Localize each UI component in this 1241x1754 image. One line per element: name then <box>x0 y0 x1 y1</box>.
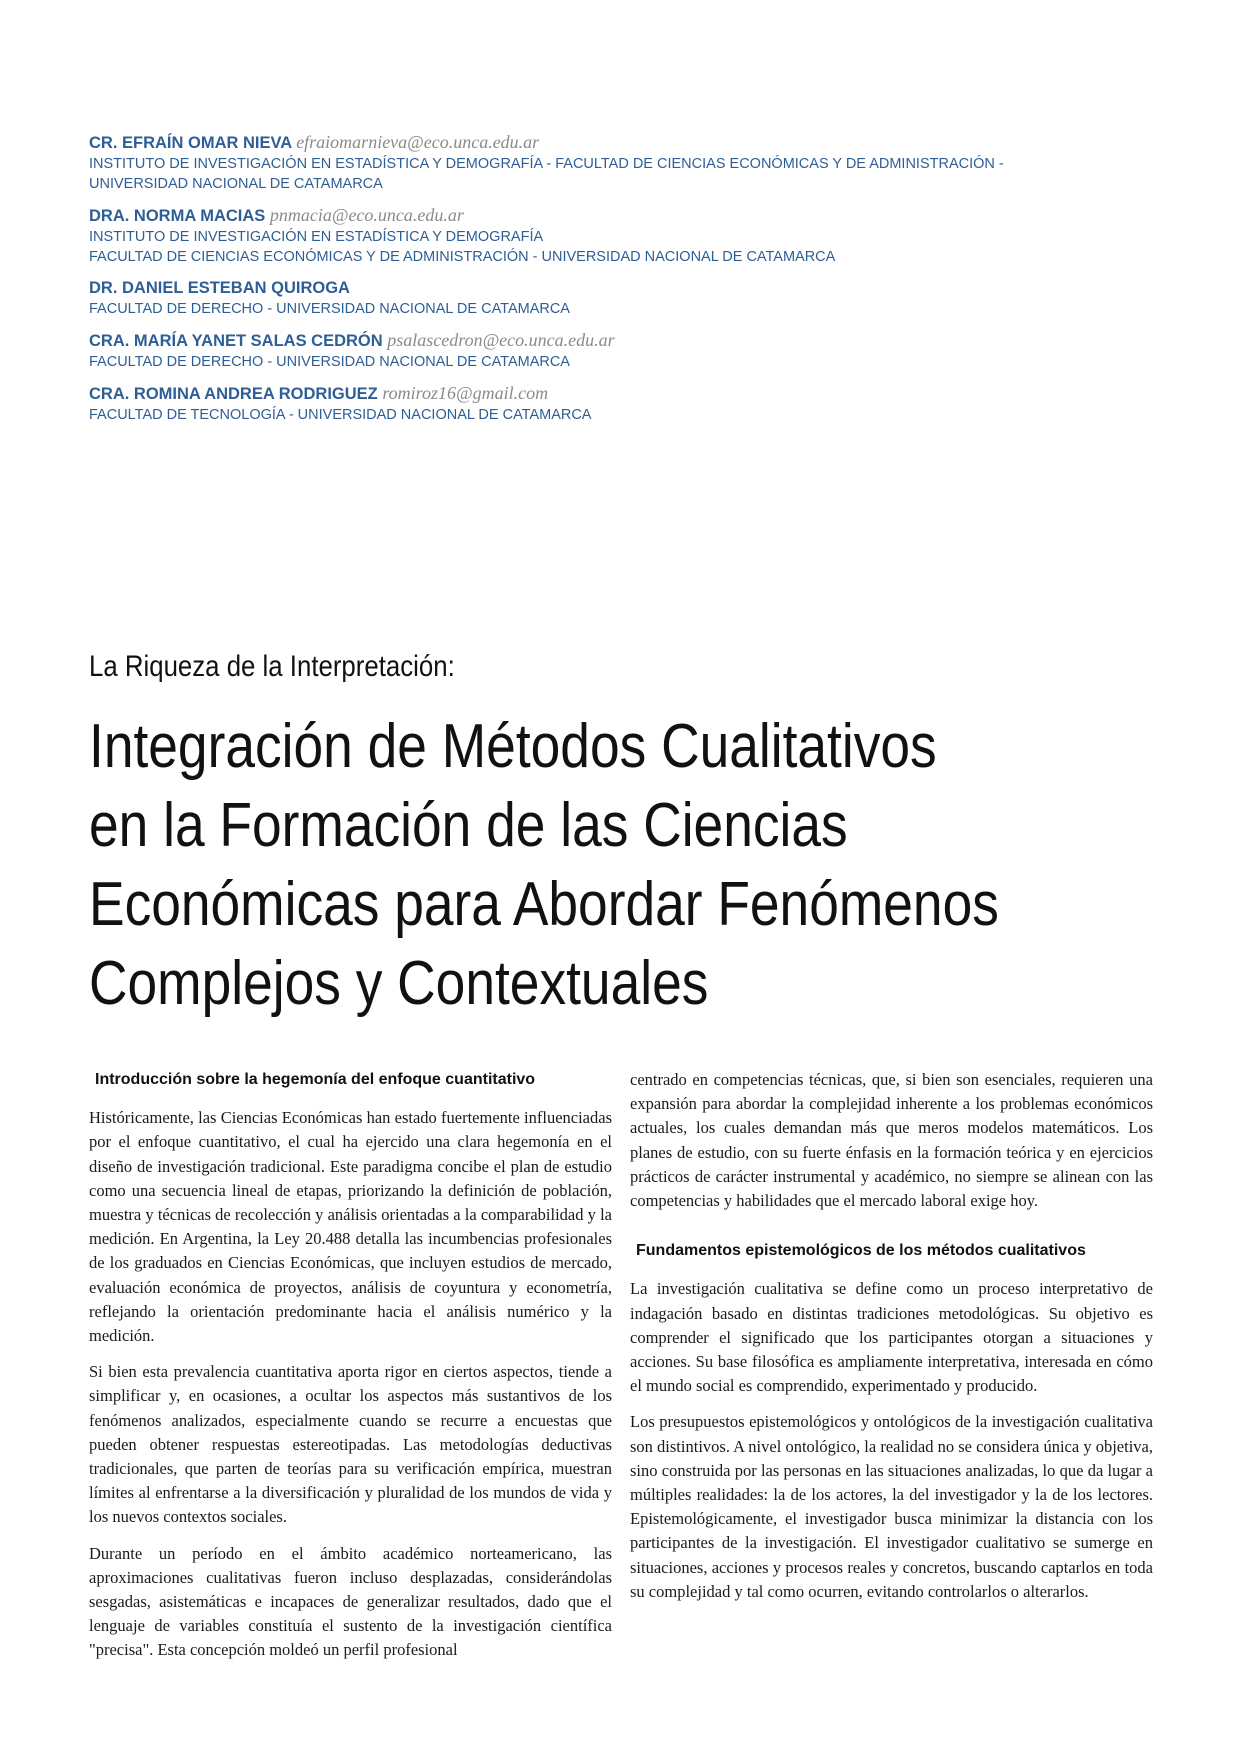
author-affiliation: FACULTAD DE CIENCIAS ECONÓMICAS Y DE ADMINISTRACIÓN - UNIVERSIDAD NACIONAL DE CATAMARCA <box>89 249 836 265</box>
author-list <box>89 131 1169 435</box>
body-paragraph: Los presupuestos epistemológicos y ontológicos de la investigación cualitativa son distintivos. A nivel ontológico, la realidad no se considera única y objetiva, sino construida por las personas en las situaciones analizadas, lo que da lugar a múltiples realidades: la de los actores, la del investigador y la de los lectores. Epistemológicamente, el investigador busca minimizar la distancia con los participantes de la investigación. El investigador cualitativo se sumerge en situaciones, acciones y procesos reales y concretos, buscando captarlos en toda su complejidad y tal como ocurren, evitando controlarlos o alterarlos. <box>630 1412 1153 1601</box>
author-affiliation: FACULTAD DE DERECHO - UNIVERSIDAD NACIONAL DE CATAMARCA <box>89 354 570 370</box>
author-affiliation: FACULTAD DE DERECHO - UNIVERSIDAD NACIONAL DE CATAMARCA <box>89 301 570 317</box>
body-paragraph: Si bien esta prevalencia cuantitativa aporta rigor en ciertos aspectos, tiende a simplificar y, en ocasiones, a ocultar los aspectos más sustantivos de los fenómenos analizados, especialmente cuando se recurre a encuestas que pueden obtener respuestas estereotipadas. Las metodologías deductivas tradicionales, que parten de teorías para su verificación empírica, muestran límites al enfrentarse a la diversificación y pluralidad de los mundos de vida y los nuevos contextos sociales. <box>89 1362 612 1527</box>
author-name-line <box>89 277 1169 299</box>
author-name-line <box>89 131 1169 154</box>
author-email[interactable]: romiroz16@gmail.com <box>382 383 549 403</box>
author-affiliation: UNIVERSIDAD NACIONAL DE CATAMARCA <box>89 176 383 192</box>
section-heading-intro: Introducción sobre la hegemonía del enfoque cuantitativo <box>95 1071 536 1088</box>
author-email[interactable]: efraiomarnieva@eco.unca.edu.ar <box>296 132 540 152</box>
author-entry <box>89 131 1169 194</box>
article-subtitle: La Riqueza de la Interpretación: <box>89 650 455 683</box>
body-paragraph: Durante un período en el ámbito académico norteamericano, las aproximaciones cualitativas fueron incluso desplazadas, considerándolas sesgadas, asistemáticas e incapaces de generalizar resultados, dado que el lenguaje de variables constituía el sustento de la investigación científica "precisa". Esta concepción moldeó un perfil profesional <box>89 1543 612 1660</box>
title-line: en la Formación de las Ciencias <box>89 791 848 860</box>
author-email[interactable]: psalascedron@eco.unca.edu.ar <box>387 330 615 350</box>
title-line: Complejos y Contextuales <box>89 949 709 1018</box>
author-name: DRA. NORMA MACIAS <box>89 207 266 225</box>
author-affiliation: INSTITUTO DE INVESTIGACIÓN EN ESTADÍSTICA Y DEMOGRAFÍA - FACULTAD DE CIENCIAS ECONÓMICAS Y DE ADMINISTRACIÓN - <box>89 156 1004 172</box>
author-entry <box>89 382 1169 425</box>
body-paragraph: Históricamente, las Ciencias Económicas han estado fuertemente influenciadas por el enfoque cuantitativo, el cual ha ejercido una clara hegemonía en el diseño de investigación tradicional. Este paradigma concibe el plan de estudio como una secuencia lineal de etapas, priorizando la definición de población, muestra y técnicas de recolección y análisis orientadas a la comparabilidad y la medición. En Argentina, la Ley 20.488 detalla las incumbencias profesionales de los graduados en Ciencias Económicas, que incluyen estudios de mercado, evaluación económica de proyectos, análisis de coyuntura y econometría, reflejando la orientación predominante hacia el análisis numérico y la medición. <box>89 1108 612 1346</box>
body-paragraph: La investigación cualitativa se define como un proceso interpretativo de indagación basado en distintas tradiciones metodológicas. Su objetivo es comprender el significado que los participantes otorgan a situaciones y acciones. Su base filosófica es ampliamente interpretativa, interesada en cómo el mundo social es comprendido, experimentado y producido. <box>630 1279 1153 1396</box>
title-line: Económicas para Abordar Fenómenos <box>89 870 999 939</box>
right-column <box>630 1068 1153 1616</box>
section-heading-fundamentos: Fundamentos epistemológicos de los métodos cualitativos <box>636 1242 1086 1260</box>
author-name: CR. EFRAÍN OMAR NIEVA <box>89 134 292 152</box>
author-affiliation: FACULTAD DE TECNOLOGÍA - UNIVERSIDAD NACIONAL DE CATAMARCA <box>89 407 592 423</box>
body-paragraph: centrado en competencias técnicas, que, si bien son esenciales, requieren una expansión para abordar la complejidad inherente a los problemas económicos actuales, los cuales demandan más que meros modelos matemáticos. Los planes de estudio, con su fuerte énfasis en la formación teórica y en ejercicios prácticos de carácter instrumental y académico, no siempre se alinean con las competencias y habilidades que el mercado laboral exige hoy. <box>630 1070 1153 1211</box>
author-name-line <box>89 329 1169 352</box>
article-title <box>89 707 1121 1023</box>
author-name: DR. DANIEL ESTEBAN QUIROGA <box>89 279 350 297</box>
author-name: CRA. ROMINA ANDREA RODRIGUEZ <box>89 385 378 403</box>
author-name-line <box>89 382 1169 405</box>
author-email[interactable]: pnmacia@eco.unca.edu.ar <box>269 205 464 225</box>
author-name: CRA. MARÍA YANET SALAS CEDRÓN <box>89 332 383 350</box>
author-entry <box>89 329 1169 372</box>
author-entry <box>89 204 1169 267</box>
title-line: Integración de Métodos Cualitativos <box>89 712 937 781</box>
author-affiliation: INSTITUTO DE INVESTIGACIÓN EN ESTADÍSTICA Y DEMOGRAFÍA <box>89 229 544 245</box>
left-column <box>89 1068 612 1675</box>
author-name-line <box>89 204 1169 227</box>
author-entry <box>89 277 1169 319</box>
